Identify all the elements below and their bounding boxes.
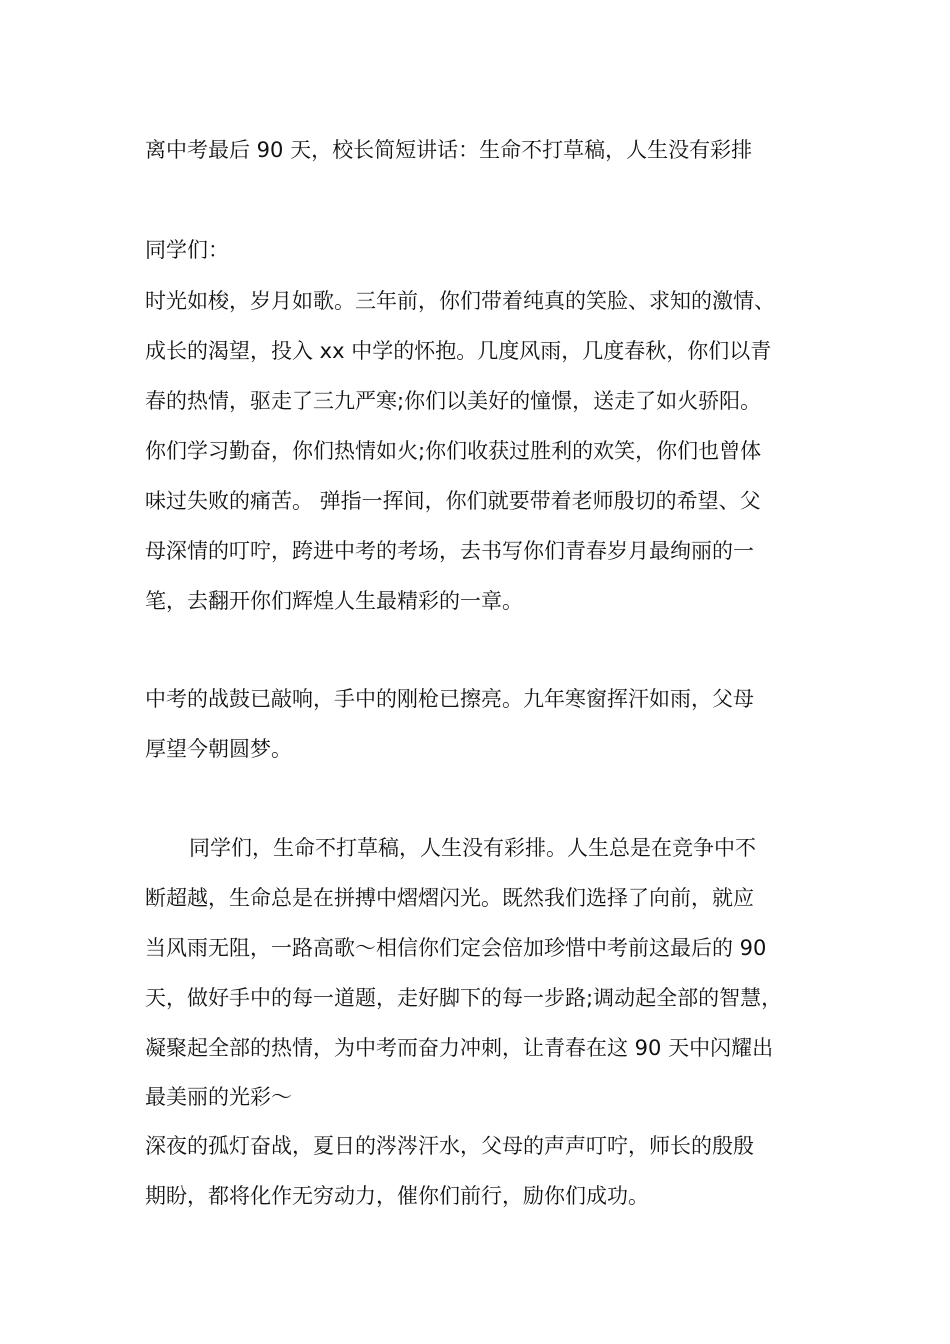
greeting: 同学们： [145,238,229,262]
paragraph-4-line: 深夜的孤灯奋战，夏日的涔涔汗水，父母的声声叮咛，师长的殷殷 [145,1134,754,1158]
paragraph-3-line: 断超越，生命总是在拼搏中熠熠闪光。既然我们选择了向前，就应 [145,886,754,910]
paragraph-1-line: 时光如梭，岁月如歌。三年前，你们带着纯真的笑脸、求知的激情、 [145,289,775,313]
paragraph-1-line: 母深情的叮咛，跨进中考的考场，去书写你们青春岁月最绚丽的一 [145,539,754,563]
document-title: 离中考最后 90 天，校长简短讲话：生命不打草稿，人生没有彩排 [145,138,753,162]
paragraph-4-line: 期盼，都将化作无穷动力，催你们前行，励你们成功。 [145,1184,649,1208]
paragraph-1-line: 味过失败的痛苦。 弹指一挥间，你们就要带着老师殷切的希望、父 [145,489,761,513]
paragraph-3-line: 最美丽的光彩～ [145,1085,292,1109]
paragraph-2-line: 中考的战鼓已敲响，手中的刚枪已擦亮。九年寒窗挥汗如雨，父母 [145,687,754,711]
paragraph-3-line: 天，做好手中的每一道题，走好脚下的每一步路;调动起全部的智慧， [145,986,783,1010]
paragraph-1-line: 春的热情，驱走了三九严寒;你们以美好的憧憬，送走了如火骄阳。 [145,389,762,413]
paragraph-1-line: 你们学习勤奋，你们热情如火;你们收获过胜利的欢笑，你们也曾体 [145,439,762,463]
paragraph-3-line: 凝聚起全部的热情，为中考而奋力冲刺，让青春在这 90 天中闪耀出 [145,1036,774,1060]
paragraph-1-line: 笔，去翻开你们辉煌人生最精彩的一章。 [145,589,523,613]
paragraph-3-line: 同学们，生命不打草稿，人生没有彩排。人生总是在竞争中不 [189,836,756,860]
paragraph-1-line: 成长的渴望，投入 xx 中学的怀抱。几度风雨，几度春秋，你们以青 [145,339,772,363]
paragraph-3-line: 当风雨无阻，一路高歌～相信你们定会倍加珍惜中考前这最后的 90 [145,936,767,960]
paragraph-2-line: 厚望今朝圆梦。 [145,737,292,761]
